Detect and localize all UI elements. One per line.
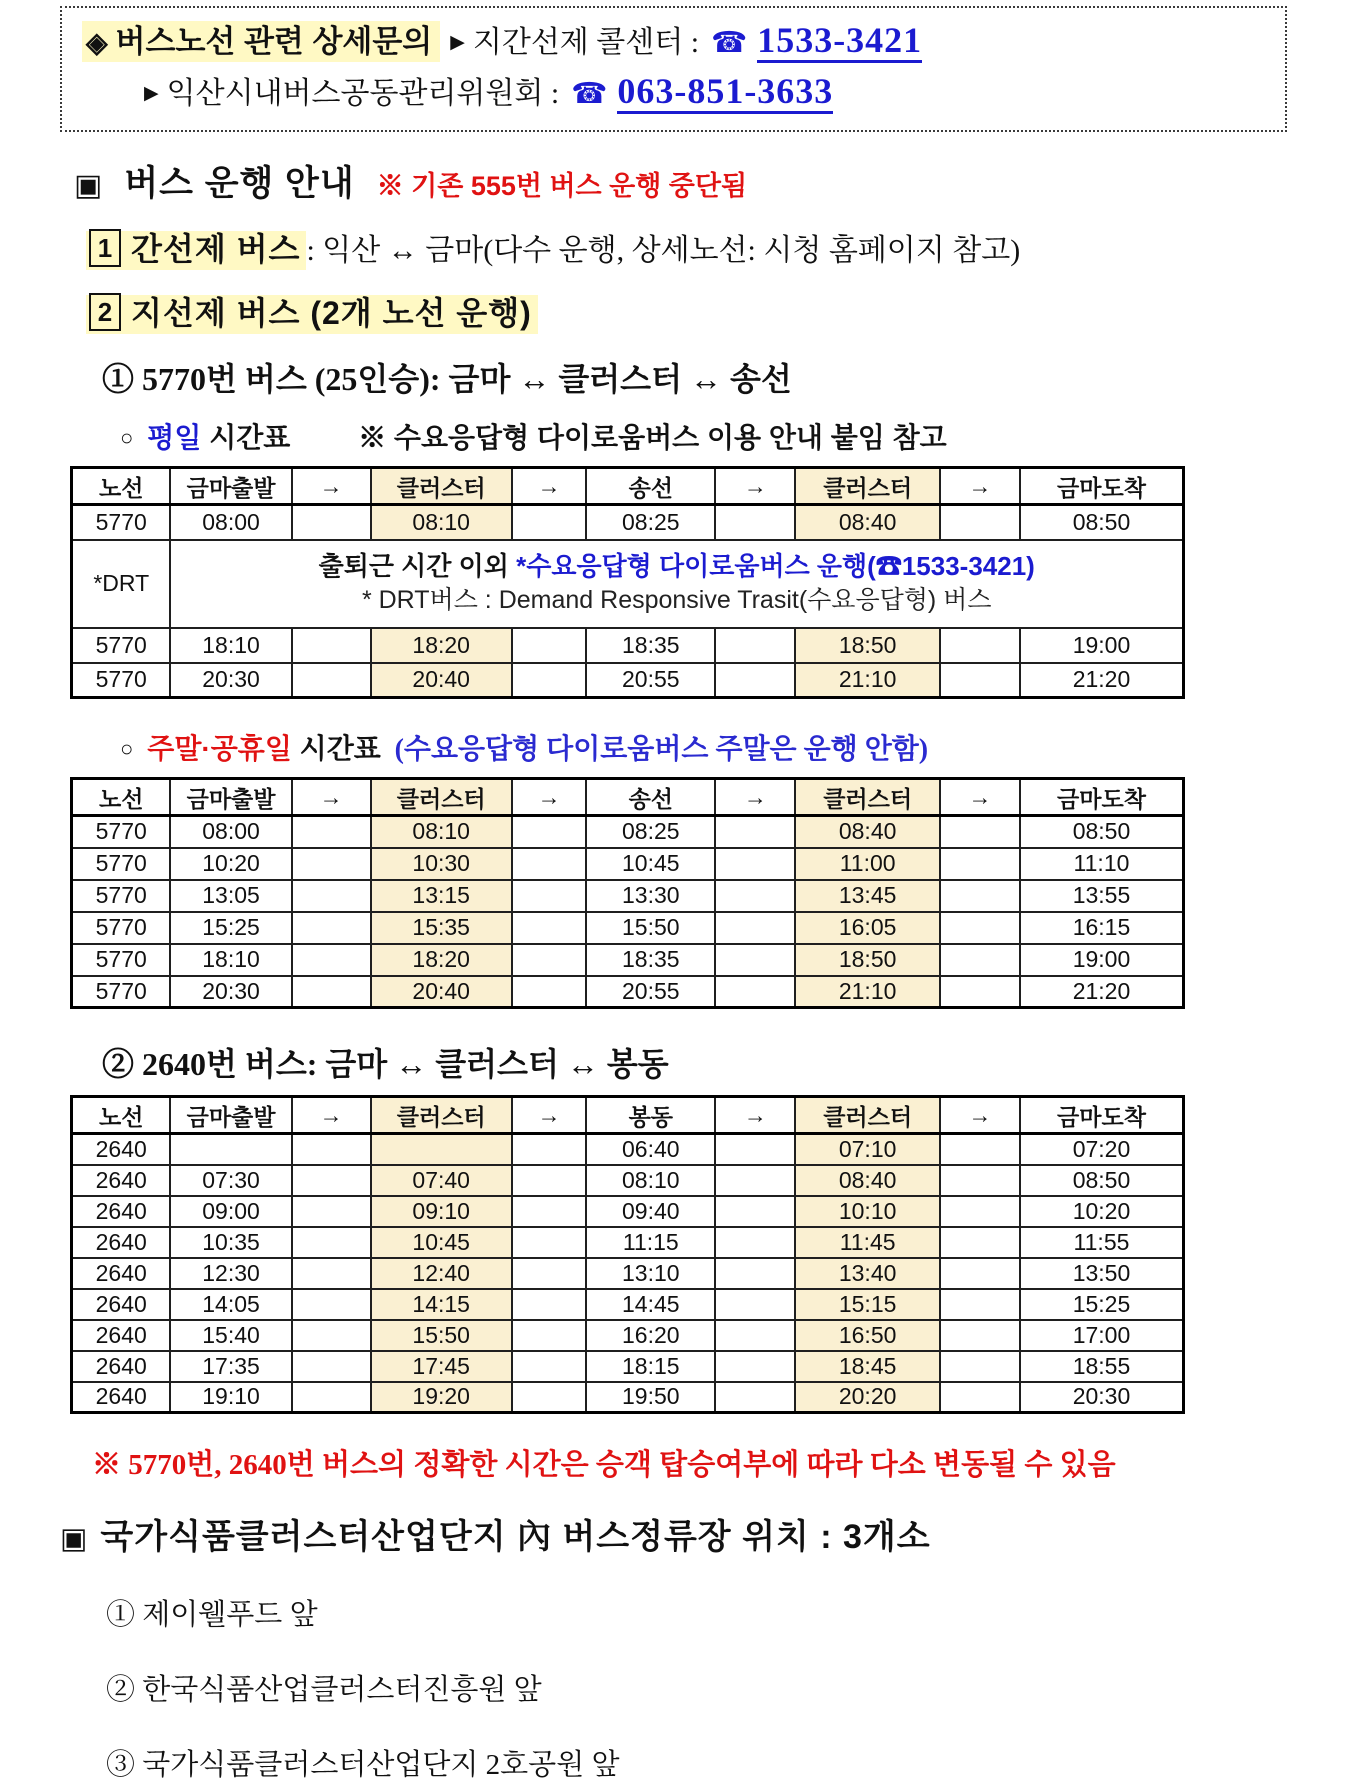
- time-cell: [940, 1289, 1020, 1320]
- callcenter-phone-number: 1533-3421: [757, 20, 922, 63]
- time-cell: [715, 880, 795, 912]
- circle-bullet-icon: ○: [120, 425, 134, 450]
- time-cell: 15:25: [170, 912, 291, 944]
- time-cell: 16:15: [1020, 912, 1184, 944]
- time-cell: 21:10: [795, 976, 940, 1008]
- trunk-bus-route-text: : 익산 ↔ 금마(다수 운행, 상세노선: 시청 홈페이지 참고): [306, 234, 1021, 267]
- weekday-timetable-label: [120, 416, 1345, 456]
- square-marker-icon: ▣: [74, 169, 103, 202]
- bus-stops-heading: [60, 1509, 1345, 1558]
- arrow-header-cell: →: [292, 1097, 371, 1134]
- weekend-word: 주말·공휴일: [147, 733, 292, 764]
- bus-stop-item: ① 제이웰푸드 앞: [106, 1599, 318, 1631]
- weekday-word: 평일: [147, 422, 202, 453]
- time-cell: [292, 505, 371, 540]
- time-cell: 18:10: [170, 944, 291, 976]
- triangle-bullet-icon: ▶: [144, 83, 159, 104]
- bus-2640-timetable: [70, 1095, 1185, 1414]
- timetable-row: [72, 1289, 1184, 1320]
- timetable-word: 시간표: [299, 733, 381, 764]
- time-cell: 11:00: [795, 848, 940, 880]
- time-cell: 08:10: [371, 505, 512, 540]
- triangle-bullet-icon: ▶: [450, 32, 465, 53]
- arrow-header-cell: →: [715, 779, 795, 816]
- header-cell: 금마출발: [170, 779, 291, 816]
- time-cell: 15:15: [795, 1289, 940, 1320]
- time-cell: 5770: [72, 505, 171, 540]
- bus-5770-title: ① 5770번 버스 (25인승): 금마 ↔ 클러스터 ↔ 송선: [102, 361, 792, 397]
- time-cell: 15:40: [170, 1320, 291, 1351]
- time-cell: 11:10: [1020, 848, 1184, 880]
- time-cell: [512, 1382, 587, 1413]
- arrow-header-cell: →: [292, 779, 371, 816]
- arrow-header-cell: →: [940, 1097, 1020, 1134]
- drt-note-blue-text: *수요응답형 다이로움버스 운행(☎1533-3421): [516, 551, 1035, 582]
- time-cell: 08:25: [586, 505, 715, 540]
- time-cell: [512, 912, 587, 944]
- committee-label: 익산시내버스공동관리위원회 :: [166, 77, 560, 110]
- time-cell: 10:20: [170, 848, 291, 880]
- time-cell: 16:50: [795, 1320, 940, 1351]
- time-cell: 13:30: [586, 880, 715, 912]
- time-cell: 08:40: [795, 816, 940, 848]
- time-cell: [940, 1134, 1020, 1165]
- time-cell: [512, 1351, 587, 1382]
- drt-label-cell: *DRT: [72, 540, 171, 628]
- time-cell: [940, 848, 1020, 880]
- time-cell: 14:15: [371, 1289, 512, 1320]
- bus-stop-item: ③ 국가식품클러스터산업단지 2호공원 앞: [106, 1749, 620, 1781]
- header-cell: 금마출발: [170, 468, 291, 505]
- contact-title-highlight: [82, 21, 440, 62]
- time-cell: 09:10: [371, 1196, 512, 1227]
- time-cell: [512, 663, 587, 698]
- time-cell: 18:35: [586, 944, 715, 976]
- time-cell: 15:25: [1020, 1289, 1184, 1320]
- branch-bus-label: 지선제 버스 (2개 노선 운행): [131, 295, 532, 331]
- time-cell: 18:55: [1020, 1351, 1184, 1382]
- time-cell: [512, 1227, 587, 1258]
- time-cell: 14:05: [170, 1289, 291, 1320]
- time-cell: 07:20: [1020, 1134, 1184, 1165]
- time-cell: 15:35: [371, 912, 512, 944]
- time-cell: 2640: [72, 1134, 171, 1165]
- time-cell: 08:50: [1020, 1165, 1184, 1196]
- time-cell: 5770: [72, 912, 171, 944]
- time-cell: [715, 1382, 795, 1413]
- time-cell: 18:15: [586, 1351, 715, 1382]
- header-cell: 클러스터: [371, 1097, 512, 1134]
- time-cell: [940, 663, 1020, 698]
- timetable-row: [72, 1134, 1184, 1165]
- time-cell: 5770: [72, 944, 171, 976]
- time-cell: 19:50: [586, 1382, 715, 1413]
- time-cell: [715, 912, 795, 944]
- weekend-5770-timetable: [70, 777, 1185, 1009]
- drt-note-line1: [171, 550, 1182, 584]
- header-cell: 노선: [72, 468, 171, 505]
- time-cell: 13:15: [371, 880, 512, 912]
- time-cell: [512, 848, 587, 880]
- time-cell: [512, 505, 587, 540]
- bus-stops-list: [0, 1592, 1345, 1783]
- bus-2640-title: ② 2640번 버스: 금마 ↔ 클러스터 ↔ 봉동: [102, 1046, 669, 1082]
- arrow-header-cell: →: [940, 779, 1020, 816]
- timetable-row: [72, 1351, 1184, 1382]
- header-cell: 봉동: [586, 1097, 715, 1134]
- time-cell: [940, 1351, 1020, 1382]
- time-cell: 11:15: [586, 1227, 715, 1258]
- time-cell: [940, 976, 1020, 1008]
- time-cell: 17:00: [1020, 1320, 1184, 1351]
- time-cell: 11:55: [1020, 1227, 1184, 1258]
- time-cell: [512, 1196, 587, 1227]
- time-cell: 08:00: [170, 505, 291, 540]
- time-cell: 12:40: [371, 1258, 512, 1289]
- time-cell: 18:20: [371, 628, 512, 663]
- time-cell: [940, 1165, 1020, 1196]
- timetable-row: [72, 663, 1184, 698]
- header-cell: 노선: [72, 779, 171, 816]
- timetable-row: [72, 880, 1184, 912]
- time-cell: 5770: [72, 880, 171, 912]
- time-cell: [292, 848, 371, 880]
- timetable-row: [72, 944, 1184, 976]
- time-cell: [940, 944, 1020, 976]
- time-cell: 20:40: [371, 663, 512, 698]
- time-cell: 08:40: [795, 505, 940, 540]
- timetable-row: [72, 540, 1184, 628]
- contact-line-2: [134, 67, 1273, 118]
- time-cell: 18:20: [371, 944, 512, 976]
- timetable-row: [72, 1227, 1184, 1258]
- time-cell: 10:45: [371, 1227, 512, 1258]
- time-cell: 14:45: [586, 1289, 715, 1320]
- time-cell: 5770: [72, 848, 171, 880]
- time-cell: [715, 848, 795, 880]
- time-cell: [292, 1134, 371, 1165]
- trunk-bus-highlight: [86, 231, 306, 270]
- time-cell: [715, 1134, 795, 1165]
- bus-stops-title: 국가식품클러스터산업단지 內 버스정류장 위치 : 3개소: [100, 1518, 931, 1556]
- time-cell: 18:50: [795, 628, 940, 663]
- time-cell: [512, 976, 587, 1008]
- boxed-number-2: 2: [89, 293, 121, 331]
- time-cell: 20:30: [170, 976, 291, 1008]
- time-cell: [940, 912, 1020, 944]
- time-cell: [292, 816, 371, 848]
- header-cell: 클러스터: [795, 779, 940, 816]
- timetable-row: [72, 1382, 1184, 1413]
- time-cell: [371, 1134, 512, 1165]
- timetable-row: [72, 912, 1184, 944]
- square-marker-icon: ▣: [60, 1523, 89, 1555]
- time-cell: [292, 1382, 371, 1413]
- time-cell: 16:20: [586, 1320, 715, 1351]
- drt-note-cell: [170, 540, 1183, 628]
- timetable-row: [72, 976, 1184, 1008]
- time-cell: 5770: [72, 628, 171, 663]
- header-cell: 금마출발: [170, 1097, 291, 1134]
- time-cell: 2640: [72, 1196, 171, 1227]
- bus-operation-heading-row: [74, 156, 1345, 206]
- time-cell: [292, 628, 371, 663]
- timetable-row: [72, 816, 1184, 848]
- timetable-row: [72, 505, 1184, 540]
- time-cell: [940, 1258, 1020, 1289]
- time-cell: 09:00: [170, 1196, 291, 1227]
- time-cell: [512, 816, 587, 848]
- time-cell: 07:30: [170, 1165, 291, 1196]
- time-cell: [292, 663, 371, 698]
- time-cell: [512, 880, 587, 912]
- diamond-icon: ◈: [86, 27, 108, 58]
- time-cell: [512, 628, 587, 663]
- time-cell: 18:10: [170, 628, 291, 663]
- time-cell: 10:30: [371, 848, 512, 880]
- bus-notice-document: [0, 6, 1345, 1781]
- time-cell: [715, 1258, 795, 1289]
- time-cell: 20:30: [170, 663, 291, 698]
- time-cell: [292, 1320, 371, 1351]
- drt-usage-note: ※ 수요응답형 다이로움버스 이용 안내 붙임 참고: [358, 422, 947, 453]
- time-cell: 2640: [72, 1382, 171, 1413]
- time-cell: [512, 1320, 587, 1351]
- time-cell: [940, 628, 1020, 663]
- time-cell: [715, 944, 795, 976]
- time-cell: [170, 1134, 291, 1165]
- timetable-row: [72, 628, 1184, 663]
- branch-bus-item: [86, 288, 1345, 334]
- time-cell: [940, 1196, 1020, 1227]
- time-cell: 5770: [72, 976, 171, 1008]
- time-cell: [715, 1227, 795, 1258]
- timetable-header-row: [72, 779, 1184, 816]
- header-cell: 클러스터: [371, 468, 512, 505]
- time-cell: [292, 1289, 371, 1320]
- contact-line-1: [82, 16, 1273, 67]
- time-cell: 2640: [72, 1227, 171, 1258]
- trunk-bus-item: [86, 224, 1345, 270]
- header-cell: 클러스터: [795, 1097, 940, 1134]
- time-cell: [292, 1165, 371, 1196]
- time-cell: [512, 944, 587, 976]
- boxed-number-1: 1: [89, 229, 121, 267]
- time-cell: 18:45: [795, 1351, 940, 1382]
- time-cell: [940, 1382, 1020, 1413]
- time-cell: 08:25: [586, 816, 715, 848]
- time-cell: 20:55: [586, 976, 715, 1008]
- time-cell: 17:45: [371, 1351, 512, 1382]
- time-cell: 19:20: [371, 1382, 512, 1413]
- arrow-header-cell: →: [512, 468, 587, 505]
- time-cell: 06:40: [586, 1134, 715, 1165]
- time-cell: [512, 1258, 587, 1289]
- timetable-word: 시간표: [209, 422, 291, 453]
- time-cell: [715, 1165, 795, 1196]
- time-cell: 13:10: [586, 1258, 715, 1289]
- time-cell: 09:40: [586, 1196, 715, 1227]
- time-cell: [940, 505, 1020, 540]
- arrow-header-cell: →: [292, 468, 371, 505]
- contact-title-text: 버스노선 관련 상세문의: [115, 24, 433, 59]
- committee-phone-number: 063-851-3633: [617, 71, 833, 114]
- time-cell: [292, 976, 371, 1008]
- time-cell: [940, 1320, 1020, 1351]
- time-variation-footnote: ※ 5770번, 2640번 버스의 정확한 시간은 승객 탑승여부에 따라 다소 변동될 수 있음: [92, 1449, 1116, 1481]
- arrow-header-cell: →: [715, 468, 795, 505]
- time-cell: 20:20: [795, 1382, 940, 1413]
- trunk-bus-label: 간선제 버스: [131, 231, 301, 267]
- time-cell: 2640: [72, 1289, 171, 1320]
- timetable-header-row: [72, 468, 1184, 505]
- time-cell: [940, 880, 1020, 912]
- time-cell: [715, 816, 795, 848]
- time-cell: 10:10: [795, 1196, 940, 1227]
- time-cell: 07:40: [371, 1165, 512, 1196]
- bus-operation-title: 버스 운행 안내: [124, 164, 355, 203]
- timetable-row: [72, 1196, 1184, 1227]
- time-cell: 15:50: [586, 912, 715, 944]
- bus-stop-item: ② 한국식품산업클러스터진흥원 앞: [106, 1674, 542, 1706]
- drt-note-black-text: 출퇴근 시간 이외: [318, 551, 517, 582]
- time-cell: 20:30: [1020, 1382, 1184, 1413]
- bus-555-discontinued-warning: ※ 기존 555번 버스 운행 중단됨: [376, 171, 748, 201]
- contact-box: [60, 6, 1287, 132]
- time-cell: 19:10: [170, 1382, 291, 1413]
- time-cell: [292, 944, 371, 976]
- time-cell: 13:45: [795, 880, 940, 912]
- time-cell: 19:00: [1020, 628, 1184, 663]
- time-cell: [940, 1227, 1020, 1258]
- time-cell: [292, 1351, 371, 1382]
- time-cell: 07:10: [795, 1134, 940, 1165]
- time-cell: 08:10: [586, 1165, 715, 1196]
- timetable-row: [72, 1258, 1184, 1289]
- time-cell: 10:35: [170, 1227, 291, 1258]
- time-cell: 20:40: [371, 976, 512, 1008]
- time-cell: 12:30: [170, 1258, 291, 1289]
- time-cell: 10:45: [586, 848, 715, 880]
- timetable-row: [72, 1320, 1184, 1351]
- circle-bullet-icon: ○: [120, 736, 134, 761]
- callcenter-label: 지간선제 콜센터 :: [472, 26, 700, 59]
- time-cell: [715, 976, 795, 1008]
- time-cell: [292, 1258, 371, 1289]
- time-cell: [512, 1134, 587, 1165]
- time-cell: 08:50: [1020, 505, 1184, 540]
- time-cell: 19:00: [1020, 944, 1184, 976]
- time-cell: 21:20: [1020, 663, 1184, 698]
- header-cell: 송선: [586, 468, 715, 505]
- time-cell: 10:20: [1020, 1196, 1184, 1227]
- time-cell: 15:50: [371, 1320, 512, 1351]
- time-cell: 21:10: [795, 663, 940, 698]
- time-cell: 17:35: [170, 1351, 291, 1382]
- time-cell: 08:50: [1020, 816, 1184, 848]
- time-cell: [715, 1196, 795, 1227]
- time-cell: 13:40: [795, 1258, 940, 1289]
- time-cell: 08:40: [795, 1165, 940, 1196]
- timetable-row: [72, 1165, 1184, 1196]
- time-cell: [292, 912, 371, 944]
- header-cell: 노선: [72, 1097, 171, 1134]
- time-cell: [715, 1351, 795, 1382]
- time-cell: 2640: [72, 1320, 171, 1351]
- branch-bus-highlight: [86, 295, 538, 334]
- time-cell: [715, 628, 795, 663]
- time-cell: 18:35: [586, 628, 715, 663]
- header-cell: 클러스터: [371, 779, 512, 816]
- time-cell: 20:55: [586, 663, 715, 698]
- weekday-5770-timetable: [70, 466, 1185, 699]
- arrow-header-cell: →: [715, 1097, 795, 1134]
- header-cell: 금마도착: [1020, 779, 1184, 816]
- time-cell: [715, 1289, 795, 1320]
- time-cell: [715, 663, 795, 698]
- arrow-header-cell: →: [512, 779, 587, 816]
- time-cell: [715, 505, 795, 540]
- arrow-header-cell: →: [940, 468, 1020, 505]
- time-cell: [512, 1165, 587, 1196]
- time-cell: 16:05: [795, 912, 940, 944]
- phone-icon: ☎: [711, 27, 748, 59]
- time-cell: [940, 816, 1020, 848]
- header-cell: 금마도착: [1020, 1097, 1184, 1134]
- time-cell: [292, 880, 371, 912]
- weekend-no-drt-note: (수요응답형 다이로움버스 주말은 운행 안함): [394, 734, 929, 765]
- time-cell: [292, 1227, 371, 1258]
- time-cell: 11:45: [795, 1227, 940, 1258]
- time-cell: 2640: [72, 1165, 171, 1196]
- time-cell: 08:00: [170, 816, 291, 848]
- header-cell: 금마도착: [1020, 468, 1184, 505]
- time-cell: 18:50: [795, 944, 940, 976]
- time-cell: 13:50: [1020, 1258, 1184, 1289]
- time-cell: [292, 1196, 371, 1227]
- drt-note-line2: * DRT버스 : Demand Responsive Trasit(수요응답형) 버스: [361, 586, 992, 615]
- weekend-timetable-label: [120, 727, 1345, 767]
- timetable-row: [72, 848, 1184, 880]
- time-cell: 2640: [72, 1351, 171, 1382]
- arrow-header-cell: →: [512, 1097, 587, 1134]
- time-cell: [512, 1289, 587, 1320]
- time-cell: 08:10: [371, 816, 512, 848]
- time-cell: 13:05: [170, 880, 291, 912]
- header-cell: 클러스터: [795, 468, 940, 505]
- time-cell: 21:20: [1020, 976, 1184, 1008]
- time-cell: 5770: [72, 663, 171, 698]
- time-cell: 13:55: [1020, 880, 1184, 912]
- time-cell: 5770: [72, 816, 171, 848]
- time-cell: 2640: [72, 1258, 171, 1289]
- time-cell: [715, 1320, 795, 1351]
- phone-icon: ☎: [571, 78, 608, 110]
- header-cell: 송선: [586, 779, 715, 816]
- timetable-header-row: [72, 1097, 1184, 1134]
